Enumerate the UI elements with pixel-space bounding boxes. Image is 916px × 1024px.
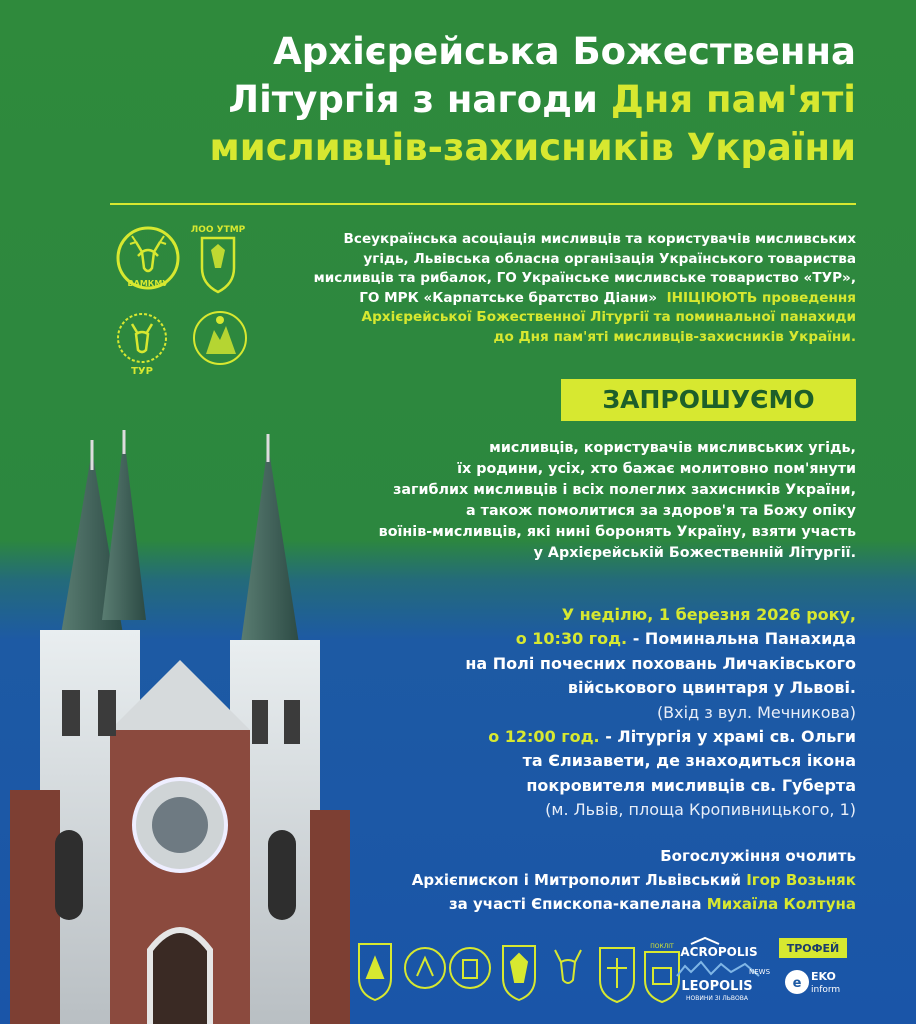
organizers-line: угідь, Львівська обласна організація Українського товариства — [363, 250, 856, 267]
title-highlight-day: Дня пам'яті — [610, 78, 856, 121]
co-leader-name: Михаїла Колтуна — [706, 895, 856, 913]
invite-line: воїнів-мисливців, які нині боронять Україну, взяти участь — [378, 524, 856, 540]
invite-line: а також помолитися за здоров'я та Божу опіку — [466, 503, 856, 519]
title-line-3: мисливців-захисників України — [209, 126, 856, 169]
organizers-line: Архієрейської Божественної Літургії та поминальної панахиди — [361, 309, 856, 325]
karpatske-bratstvo-logo-icon — [192, 306, 248, 370]
partner-circle-1-icon — [405, 948, 445, 988]
acropolis-label: ACROPOLIS — [680, 945, 758, 959]
leader-name: Ігор Возьняк — [746, 871, 856, 889]
leopolis-news-label: NEWS — [749, 968, 771, 976]
organizers-line: до Дня пам'яті мисливців-захисників України. — [493, 328, 856, 345]
tur-label: ТУР — [131, 366, 153, 377]
church-image — [0, 430, 360, 1024]
loo-utmr-label: ЛОО УТМР — [190, 225, 246, 235]
organizers-paragraph — [266, 230, 856, 347]
title-line-1: Архієрейська Божественна — [273, 30, 856, 73]
eko-label: EKO — [811, 970, 836, 983]
vamkmu-logo-icon — [112, 222, 184, 294]
page-title — [36, 28, 856, 172]
svg-text:e: e — [792, 976, 802, 991]
event-address: (м. Львів, площа Кропивницького, 1) — [545, 800, 856, 820]
invite-line: їх родини, усіх, хто бажає молитовно пом'янути — [457, 461, 856, 477]
title-line-2: Літургія з нагоди — [228, 78, 611, 121]
organizers-line: мисливців та рибалок, ГО Українське мисливське товариство «ТУР», — [313, 270, 856, 286]
invite-line: мисливців, користувачів мисливських угідь, — [489, 440, 856, 456]
vamkmu-label: ВАМКМУ — [127, 279, 169, 288]
organizer-logos — [112, 222, 252, 382]
event-desc: покровителя мисливців св. Губерта — [526, 775, 856, 795]
organizers-initiate: ІНІЦІЮЮТЬ проведення — [666, 289, 856, 306]
event-time-1: о 10:30 год. — [515, 629, 628, 649]
invite-line: загиблих мисливців і всіх полеглих захисників України, — [393, 482, 856, 498]
leader-title: Архієпископ і Митрополит Львівський — [411, 871, 747, 889]
partner-logos — [355, 938, 855, 1008]
eko-sub-label: inform — [811, 985, 841, 995]
partner-circle-2-icon — [450, 948, 490, 988]
leopolis-label: LEOPOLIS — [681, 979, 753, 994]
service-leaders — [316, 844, 856, 916]
poklit-icon — [645, 952, 679, 1002]
tur-logo-icon — [112, 306, 172, 378]
invite-banner: ЗАПРОШУЄМО — [561, 379, 856, 421]
event-desc: - Поминальна Панахида — [627, 629, 856, 649]
event-desc: та Єлизавети, де знаходиться ікона — [522, 751, 856, 771]
event-desc: на Полі почесних поховань Личаківського — [465, 653, 856, 673]
event-details — [336, 603, 856, 823]
trofei-label: ТРОФЕЙ — [786, 942, 840, 955]
organizers-line: Всеукраїнська асоціація мисливців та користувачів мисливських — [343, 231, 856, 247]
event-desc: - Літургія у храмі св. Ольги — [599, 727, 856, 747]
title-divider — [110, 203, 856, 205]
leopolis-sub-label: НОВИНИ ЗІ ЛЬВОВА — [686, 995, 748, 1002]
invite-line: у Архієрейській Божественній Літургії. — [533, 545, 856, 561]
event-entry-note: (Вхід з вул. Мечникова) — [656, 702, 856, 722]
invite-paragraph — [336, 438, 856, 564]
co-leader-title: за участі Єпископа-капелана — [448, 895, 707, 913]
organizers-line: ГО МРК «Карпатське братство Діани» — [359, 289, 658, 306]
deer-icon — [555, 950, 581, 983]
poklit-label: ПОКЛІТ — [650, 943, 674, 950]
event-time-2: о 12:00 год. — [488, 727, 600, 747]
event-desc: військового цвинтаря у Львові. — [567, 678, 856, 698]
loo-utmr-logo-icon — [190, 222, 246, 294]
leader-intro: Богослужіння очолить — [660, 847, 856, 865]
event-date: У неділю, 1 березня 2026 року, — [561, 605, 856, 624]
